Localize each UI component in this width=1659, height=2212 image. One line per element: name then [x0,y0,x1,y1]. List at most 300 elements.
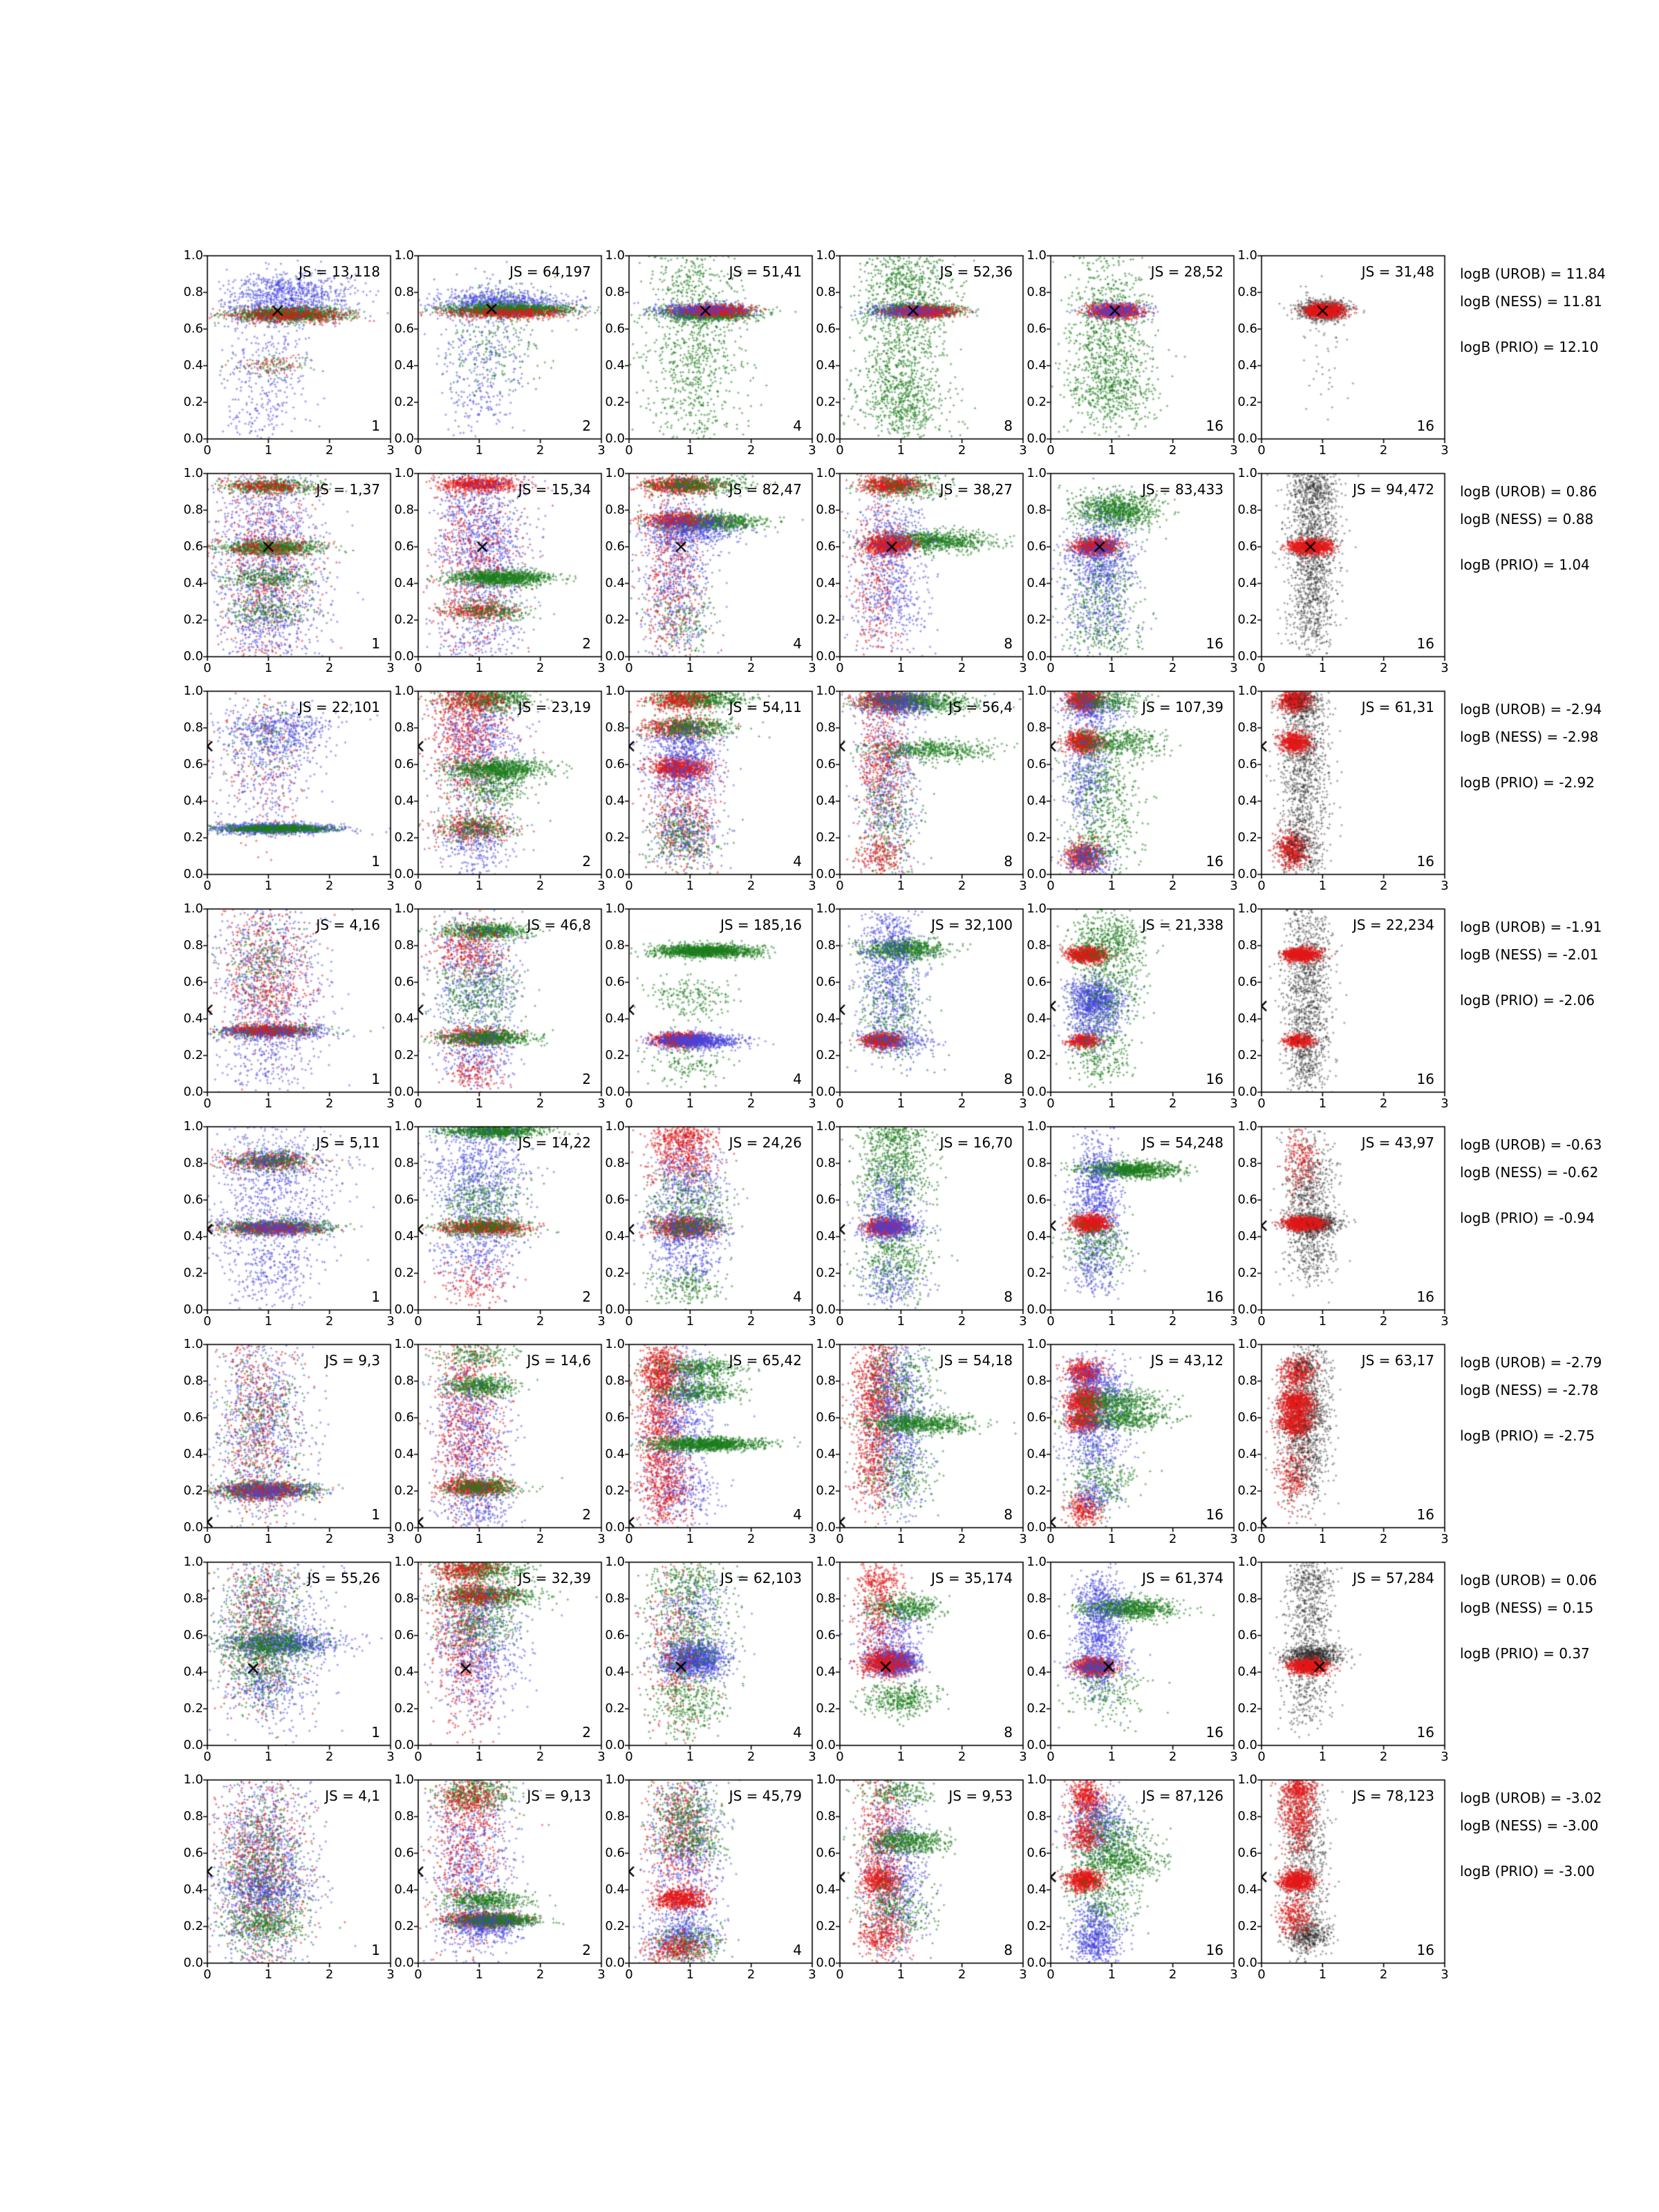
y-tick-label: 1.0 [1237,684,1257,698]
js-divergence-label: JS = 87,126 [1141,1788,1224,1804]
y-tick-label: 0.6 [394,975,414,989]
scatter-panel [605,1337,816,1546]
y-tick-label: 0.8 [1237,285,1257,299]
js-divergence-label: JS = 21,338 [1141,917,1224,933]
scatter-canvas [203,469,395,661]
y-tick-label: 0.6 [394,1410,414,1425]
x-tick-label: 0 [1257,661,1266,675]
js-divergence-label: JS = 28,52 [1150,263,1224,280]
logb-urob-label: logB (UROB) = -2.94 [1460,701,1602,718]
y-tick-label: 0.0 [605,867,625,881]
x-tick-label: 3 [1019,1750,1027,1764]
y-tick-label: 0.2 [605,830,625,845]
scatter-panel [394,1555,606,1764]
y-tick-label: 0.8 [394,1591,414,1606]
y-tick-label: 0.4 [816,1229,836,1244]
x-tick-label: 2 [957,1096,966,1111]
x-tick-label: 0 [836,1314,844,1329]
x-tick-label: 3 [1441,1532,1449,1546]
x-tick-label: 2 [1379,1967,1388,1982]
chain-count-label: 1 [371,1506,380,1523]
x-tick-label: 2 [325,1750,334,1764]
y-tick-label: 0.8 [1237,938,1257,953]
y-tick-label: 0.4 [1027,358,1047,373]
js-divergence-label: JS = 61,374 [1141,1570,1224,1586]
y-tick-label: 0.0 [1237,1302,1257,1317]
y-tick-label: 1.0 [816,1337,836,1351]
chain-count-label: 2 [582,418,591,434]
y-tick-label: 0.2 [394,395,414,409]
y-tick-label: 0.0 [1237,1520,1257,1535]
x-tick-label: 1 [686,1967,695,1982]
y-tick-label: 0.8 [1237,1156,1257,1170]
scatter-canvas [1047,469,1238,661]
chain-count-label: 8 [1004,1071,1013,1087]
x-tick-label: 1 [475,661,484,675]
y-tick-label: 0.0 [1237,1956,1257,1970]
chain-count-label: 8 [1004,1288,1013,1305]
y-tick-label: 0.0 [183,1738,203,1752]
y-tick-label: 0.8 [394,1156,414,1170]
scatter-panel [816,1772,1027,1982]
y-tick-label: 0.4 [605,794,625,808]
y-tick-label: 0.2 [1237,1701,1257,1716]
y-tick-label: 0.8 [1027,503,1047,517]
scatter-canvas [414,252,606,443]
y-tick-label: 1.0 [394,1555,414,1569]
js-divergence-label: JS = 54,18 [939,1352,1013,1369]
js-divergence-label: JS = 32,39 [518,1570,591,1586]
js-divergence-label: JS = 63,17 [1361,1352,1434,1369]
x-tick-label: 0 [414,443,422,458]
y-tick-label: 1.0 [605,1555,625,1569]
scatter-canvas [1047,905,1238,1096]
y-tick-label: 0.2 [816,1048,836,1062]
y-tick-label: 0.2 [394,1048,414,1062]
x-tick-label: 3 [808,1314,816,1329]
y-tick-label: 0.6 [605,539,625,554]
scatter-canvas [414,687,606,879]
y-tick-label: 0.6 [816,757,836,771]
x-tick-label: 0 [1257,879,1266,893]
x-tick-label: 2 [1168,1967,1177,1982]
y-tick-label: 0.4 [816,358,836,373]
y-tick-label: 0.4 [183,1447,203,1461]
y-tick-label: 0.8 [183,285,203,299]
scatter-canvas [625,1340,816,1532]
x-tick-label: 1 [686,1314,695,1329]
scatter-panel [1027,248,1238,458]
y-tick-label: 0.0 [1027,431,1047,446]
scatter-panel [183,1119,395,1329]
y-tick-label: 1.0 [1027,1555,1047,1569]
y-tick-label: 0.6 [1027,757,1047,771]
logb-ness-label: logB (NESS) = -3.00 [1460,1817,1599,1834]
y-tick-label: 1.0 [1237,901,1257,916]
scatter-canvas [625,687,816,879]
y-tick-label: 0.4 [394,1229,414,1244]
y-tick-label: 0.6 [1237,321,1257,336]
x-tick-label: 2 [325,1096,334,1111]
x-tick-label: 2 [1379,879,1388,893]
js-divergence-label: JS = 57,284 [1352,1570,1434,1586]
x-tick-label: 0 [1257,1314,1266,1329]
y-tick-label: 0.4 [816,1447,836,1461]
y-tick-label: 0.6 [1027,321,1047,336]
y-tick-label: 0.2 [394,612,414,627]
x-tick-label: 0 [625,1967,633,1982]
x-tick-label: 0 [1257,1750,1266,1764]
js-divergence-label: JS = 64,197 [509,263,591,280]
x-tick-label: 1 [1107,1532,1116,1546]
y-tick-label: 0.2 [816,1266,836,1280]
x-tick-label: 1 [686,879,695,893]
y-tick-label: 0.0 [1027,1302,1047,1317]
x-tick-label: 0 [625,1532,633,1546]
y-tick-label: 0.4 [1237,1447,1257,1461]
js-divergence-label: JS = 9,53 [948,1788,1013,1804]
y-tick-label: 0.8 [394,938,414,953]
y-tick-label: 0.6 [1237,975,1257,989]
logb-prio-label: logB (PRIO) = 12.10 [1460,339,1599,355]
y-tick-label: 0.0 [1027,1520,1047,1535]
y-tick-label: 0.2 [816,1919,836,1933]
x-tick-label: 0 [414,1314,422,1329]
x-tick-label: 0 [625,1096,633,1111]
chain-count-label: 16 [1206,418,1224,434]
js-divergence-label: JS = 52,36 [939,263,1013,280]
x-tick-label: 0 [1047,443,1055,458]
y-tick-label: 1.0 [394,1772,414,1787]
js-divergence-label: JS = 5,11 [316,1134,380,1151]
x-tick-label: 0 [414,1967,422,1982]
x-tick-label: 1 [686,1096,695,1111]
logb-prio-label: logB (PRIO) = -2.92 [1460,774,1595,791]
y-tick-label: 0.8 [183,503,203,517]
x-tick-label: 0 [414,661,422,675]
y-tick-label: 1.0 [394,1119,414,1134]
y-tick-label: 0.6 [1237,1846,1257,1860]
js-divergence-label: JS = 22,234 [1352,917,1434,933]
y-tick-label: 0.2 [1027,1483,1047,1498]
x-tick-label: 2 [1379,1096,1388,1111]
x-tick-label: 1 [264,443,273,458]
y-tick-label: 1.0 [605,1772,625,1787]
y-tick-label: 0.2 [605,1701,625,1716]
y-tick-label: 1.0 [1237,1555,1257,1569]
y-tick-label: 0.8 [605,1156,625,1170]
y-tick-label: 0.2 [1027,1266,1047,1280]
x-tick-label: 0 [1047,1967,1055,1982]
y-tick-label: 0.2 [394,1266,414,1280]
x-tick-label: 3 [1230,1532,1238,1546]
logb-row [1460,1780,1659,1963]
y-tick-label: 0.2 [394,830,414,845]
y-tick-label: 1.0 [605,466,625,480]
y-tick-label: 1.0 [1237,248,1257,263]
y-tick-label: 0.2 [1237,1266,1257,1280]
x-tick-label: 2 [1168,1750,1177,1764]
x-tick-label: 1 [475,1967,484,1982]
scatter-canvas [1257,1776,1449,1967]
y-tick-label: 1.0 [816,684,836,698]
y-tick-label: 0.4 [1027,1011,1047,1026]
y-tick-label: 0.6 [816,1192,836,1207]
y-tick-label: 0.2 [816,1483,836,1498]
x-tick-label: 0 [836,879,844,893]
x-tick-label: 3 [1230,879,1238,893]
scatter-panel [816,1555,1027,1764]
y-tick-label: 0.0 [394,649,414,664]
logb-ness-label: logB (NESS) = -2.01 [1460,946,1599,963]
scatter-canvas [203,1558,395,1750]
chain-count-label: 1 [371,635,380,652]
y-tick-label: 1.0 [394,684,414,698]
x-tick-label: 3 [1019,443,1027,458]
logb-row [1460,909,1659,1092]
x-tick-label: 0 [836,1750,844,1764]
scatter-canvas [203,687,395,879]
y-tick-label: 0.0 [816,649,836,664]
x-tick-label: 2 [957,1314,966,1329]
x-tick-label: 3 [1230,1750,1238,1764]
scatter-panel [1237,1555,1449,1764]
y-tick-label: 0.6 [816,1410,836,1425]
x-tick-label: 2 [325,879,334,893]
y-tick-label: 0.6 [1237,1192,1257,1207]
js-divergence-label: JS = 185,16 [720,917,802,933]
y-tick-label: 1.0 [183,1772,203,1787]
js-divergence-label: JS = 46,8 [527,917,591,933]
x-tick-label: 1 [1107,879,1116,893]
logb-ness-label: logB (NESS) = -0.62 [1460,1164,1599,1181]
x-tick-label: 3 [1441,1750,1449,1764]
x-tick-label: 0 [836,1967,844,1982]
logb-prio-label: logB (PRIO) = -2.06 [1460,992,1595,1009]
y-tick-label: 0.0 [394,1085,414,1099]
plot-grid [183,248,1449,1982]
y-tick-label: 0.8 [605,1374,625,1388]
x-tick-label: 0 [625,879,633,893]
x-tick-label: 1 [475,1750,484,1764]
scatter-panel [605,901,816,1111]
y-tick-label: 0.8 [816,1591,836,1606]
y-tick-label: 1.0 [394,1337,414,1351]
y-tick-label: 0.0 [816,1302,836,1317]
js-divergence-label: JS = 35,174 [930,1570,1013,1586]
js-divergence-label: JS = 55,26 [307,1570,380,1586]
chain-count-label: 8 [1004,1506,1013,1523]
chain-count-label: 4 [793,853,802,870]
chain-count-label: 1 [371,418,380,434]
y-tick-label: 0.6 [1027,1192,1047,1207]
logb-urob-label: logB (UROB) = 0.86 [1460,483,1597,500]
x-tick-label: 0 [203,1314,212,1329]
scatter-panel [605,466,816,675]
js-divergence-label: JS = 22,101 [298,699,380,715]
x-tick-label: 0 [203,1532,212,1546]
y-tick-label: 0.8 [183,1156,203,1170]
x-tick-label: 3 [1441,443,1449,458]
x-tick-label: 2 [957,661,966,675]
chain-count-label: 16 [1416,635,1434,652]
y-tick-label: 0.6 [816,975,836,989]
y-tick-label: 0.0 [1027,1956,1047,1970]
y-tick-label: 0.8 [183,1809,203,1824]
logb-urob-label: logB (UROB) = -1.91 [1460,919,1602,935]
y-tick-label: 0.8 [1237,1591,1257,1606]
x-tick-label: 3 [386,1532,395,1546]
js-divergence-label: JS = 38,27 [939,481,1013,498]
x-tick-label: 3 [808,1532,816,1546]
y-tick-label: 0.0 [1027,649,1047,664]
x-tick-label: 2 [1168,661,1177,675]
logb-ness-label: logB (NESS) = 0.88 [1460,511,1594,527]
scatter-panel [1237,248,1449,458]
scatter-canvas [836,469,1027,661]
y-tick-label: 1.0 [816,466,836,480]
y-tick-label: 0.8 [1027,285,1047,299]
x-tick-label: 2 [1379,661,1388,675]
chain-count-label: 16 [1416,418,1434,434]
y-tick-label: 1.0 [1027,248,1047,263]
y-tick-label: 0.2 [1027,1919,1047,1933]
x-tick-label: 2 [536,879,545,893]
y-tick-label: 0.8 [1027,1809,1047,1824]
logb-row [1460,1127,1659,1310]
x-tick-label: 1 [475,443,484,458]
y-tick-label: 1.0 [394,901,414,916]
x-tick-label: 2 [325,1314,334,1329]
y-tick-label: 0.4 [183,1229,203,1244]
x-tick-label: 2 [747,1096,756,1111]
scatter-canvas [836,687,1027,879]
y-tick-label: 0.2 [1027,830,1047,845]
x-tick-label: 0 [625,1314,633,1329]
x-tick-label: 2 [747,1532,756,1546]
y-tick-label: 0.4 [1027,576,1047,590]
y-tick-label: 0.0 [1237,867,1257,881]
x-tick-label: 3 [597,879,606,893]
x-tick-label: 1 [1107,1967,1116,1982]
y-tick-label: 0.4 [1027,1229,1047,1244]
y-tick-label: 0.0 [816,1738,836,1752]
y-tick-label: 0.2 [394,1483,414,1498]
x-tick-label: 3 [386,1750,395,1764]
scatter-canvas [1047,1558,1238,1750]
y-tick-label: 0.4 [394,358,414,373]
y-tick-label: 0.6 [1237,539,1257,554]
y-tick-label: 1.0 [816,901,836,916]
scatter-canvas [836,1123,1027,1314]
y-tick-label: 0.8 [816,720,836,735]
x-tick-label: 0 [625,443,633,458]
scatter-canvas [1257,1340,1449,1532]
scatter-canvas [1257,905,1449,1096]
y-tick-label: 1.0 [1027,1772,1047,1787]
y-tick-label: 0.0 [394,1956,414,1970]
y-tick-label: 0.4 [183,1882,203,1897]
y-tick-label: 0.6 [816,1846,836,1860]
scatter-panel [1027,1119,1238,1329]
y-tick-label: 0.2 [183,1483,203,1498]
x-tick-label: 0 [1047,1096,1055,1111]
y-tick-label: 0.2 [394,1701,414,1716]
x-tick-label: 1 [686,1750,695,1764]
y-tick-label: 0.0 [183,1520,203,1535]
chain-count-label: 16 [1206,1506,1224,1523]
x-tick-label: 1 [1318,1532,1327,1546]
scatter-canvas [414,1558,606,1750]
y-tick-label: 0.0 [816,1520,836,1535]
chain-count-label: 16 [1416,1942,1434,1958]
scatter-canvas [1257,1558,1449,1750]
y-tick-label: 1.0 [1027,684,1047,698]
scatter-panel [816,248,1027,458]
y-tick-label: 0.2 [1027,1048,1047,1062]
x-tick-label: 2 [1379,1750,1388,1764]
scatter-panel [1237,1337,1449,1546]
chain-count-label: 16 [1206,1071,1224,1087]
x-tick-label: 2 [536,443,545,458]
y-tick-label: 0.4 [605,1665,625,1679]
js-divergence-label: JS = 56,4 [948,699,1013,715]
chain-count-label: 8 [1004,418,1013,434]
x-tick-label: 0 [836,661,844,675]
js-divergence-label: JS = 16,70 [939,1134,1013,1151]
y-tick-label: 1.0 [1237,1772,1257,1787]
y-tick-label: 0.8 [816,1374,836,1388]
js-divergence-label: JS = 9,13 [527,1788,591,1804]
x-tick-label: 1 [1318,443,1327,458]
y-tick-label: 0.8 [816,1156,836,1170]
scatter-panel [605,1555,816,1764]
y-tick-label: 0.8 [605,285,625,299]
y-tick-label: 1.0 [183,248,203,263]
chain-count-label: 4 [793,1071,802,1087]
x-tick-label: 1 [897,661,906,675]
js-divergence-label: JS = 23,19 [518,699,591,715]
logb-urob-label: logB (UROB) = 11.84 [1460,265,1606,282]
y-tick-label: 0.6 [183,757,203,771]
js-divergence-label: JS = 83,433 [1141,481,1224,498]
logb-row [1460,1344,1659,1528]
y-tick-label: 1.0 [816,1555,836,1569]
chain-count-label: 16 [1416,853,1434,870]
x-tick-label: 2 [1379,1314,1388,1329]
js-divergence-label: JS = 94,472 [1352,481,1434,498]
y-tick-label: 0.4 [605,576,625,590]
x-tick-label: 0 [203,1967,212,1982]
x-tick-label: 0 [1047,1314,1055,1329]
y-tick-label: 0.4 [816,576,836,590]
x-tick-label: 2 [957,443,966,458]
y-tick-label: 0.8 [1237,1374,1257,1388]
y-tick-label: 0.0 [605,1520,625,1535]
y-tick-label: 0.4 [1237,1882,1257,1897]
scatter-panel [1237,1772,1449,1982]
y-tick-label: 0.2 [1237,395,1257,409]
y-tick-label: 0.0 [1027,1738,1047,1752]
x-tick-label: 2 [1168,443,1177,458]
y-tick-label: 0.6 [605,757,625,771]
scatter-panel [605,1119,816,1329]
js-divergence-label: JS = 24,26 [729,1134,802,1151]
y-tick-label: 0.6 [394,1846,414,1860]
scatter-canvas [1257,687,1449,879]
y-tick-label: 0.4 [394,1447,414,1461]
scatter-canvas [1257,1123,1449,1314]
